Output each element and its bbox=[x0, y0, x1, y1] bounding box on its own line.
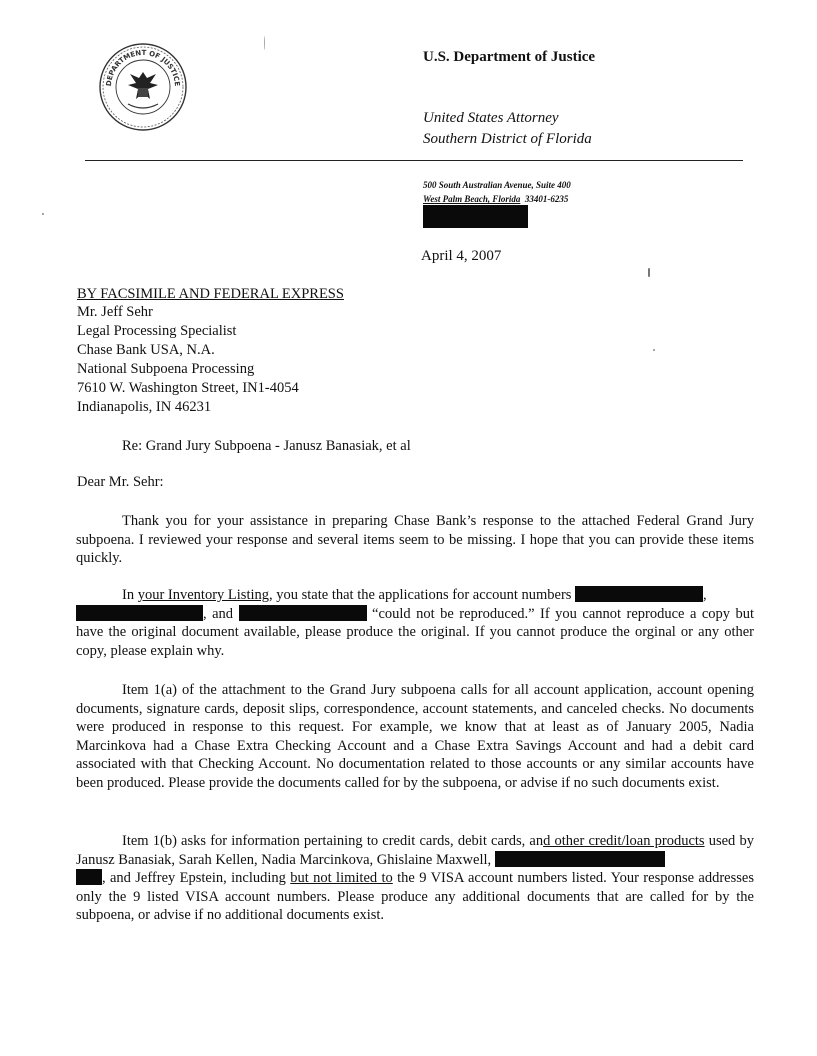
recipient-line: Mr. Jeff Sehr bbox=[77, 304, 153, 320]
redaction-block bbox=[495, 851, 665, 867]
scan-speck bbox=[653, 349, 655, 351]
letter-date: April 4, 2007 bbox=[421, 248, 502, 264]
paragraph-text: Item 1(b) asks for information pertaining to credit cards, debit cards, an bbox=[122, 833, 544, 849]
paragraph-text: , you state that the applications for account numbers bbox=[269, 587, 572, 603]
paragraph-text: d other credit/loan products bbox=[543, 833, 705, 849]
paragraph-4 bbox=[76, 832, 754, 925]
redaction-block bbox=[76, 869, 102, 885]
recipient-line: Indianapolis, IN 46231 bbox=[77, 399, 212, 415]
paragraph-text: “could not be reproduced.” If you cannot reproduce a copy but have the original document available, please produce the original. If you cannot produce the orginal or any other copy, please explain why. bbox=[76, 605, 755, 659]
office-district: Southern District of Florida bbox=[423, 131, 592, 147]
paragraph-2 bbox=[76, 586, 754, 660]
doj-seal-icon bbox=[98, 42, 188, 132]
letterhead-divider bbox=[85, 160, 743, 161]
paragraph-text: , and Jeffrey Epstein, including bbox=[102, 870, 291, 886]
re-line: Re: Grand Jury Subpoena - Janusz Banasiak, et al bbox=[122, 438, 411, 454]
recipient-line: 7610 W. Washington Street, IN1-4054 bbox=[77, 380, 299, 396]
office-address-street: 500 South Australian Avenue, Suite 400 bbox=[423, 180, 571, 190]
paragraph-1 bbox=[76, 512, 754, 568]
paragraph-text: Thank you for your assistance in preparing Chase Bank’s response to the attached Federal Grand Jury subpoena. I reviewed your response and several items seem to be missing. I hope that you can provide these items quickly. bbox=[76, 513, 754, 566]
not-limited-underlined: but not limited to bbox=[290, 870, 393, 886]
paragraph-text: In bbox=[122, 587, 138, 603]
office-title: United States Attorney bbox=[423, 110, 559, 126]
agency-name: U.S. Department of Justice bbox=[423, 49, 596, 65]
paragraph-text: Item 1(a) of the attachment to the Grand Jury subpoena calls for all account application, account opening documents, signature cards, deposit slips, correspondence, account statements, and canceled checks. No documents were produced in response to this request. For example, we know that at least as of January 2005, Nadia Marcinkova had a Chase Extra Checking Account and a Chase Extra Savings Account and had a debit card associated with that Checking Account. No documentation related to those accounts or any similar accounts have been produced. Please provide the documents called for by the subpoena, or advise if no such documents exist. bbox=[76, 682, 754, 791]
inventory-listing-underlined: your Inventory Listing bbox=[137, 587, 270, 603]
redaction-block bbox=[575, 586, 703, 602]
recipient-line: Chase Bank USA, N.A. bbox=[77, 342, 215, 358]
salutation: Dear Mr. Sehr: bbox=[77, 474, 164, 490]
paragraph-text: the 9 VISA account numbers listed. Your response addresses only the 9 listed VISA account numbers. Please produce any additional documents that are called for by the subpoena, or advise if no additional documents exist. bbox=[76, 870, 754, 923]
delivery-method: BY FACSIMILE AND FEDERAL EXPRESS bbox=[77, 286, 344, 302]
recipient-line: National Subpoena Processing bbox=[77, 361, 255, 377]
office-address-city bbox=[423, 194, 568, 204]
paragraph-text: , bbox=[703, 587, 707, 603]
seal-text: DEPARTMENT OF JUSTICE bbox=[104, 48, 182, 87]
address-city: West Palm Beach, Florida bbox=[423, 194, 521, 204]
scan-speck bbox=[264, 36, 265, 50]
address-zip: 33401-6235 bbox=[524, 194, 569, 204]
paragraph-text: , and bbox=[203, 605, 234, 622]
recipient-line: Legal Processing Specialist bbox=[77, 323, 237, 339]
scan-speck bbox=[648, 268, 650, 277]
paragraph-text: used by Janusz Banasiak, Sarah Kellen, Nadia Marcinkova, Ghislaine Maxwell, bbox=[76, 833, 754, 868]
redaction-block bbox=[423, 205, 528, 228]
scan-speck bbox=[42, 213, 44, 215]
redaction-block bbox=[239, 605, 367, 621]
paragraph-3 bbox=[76, 681, 754, 792]
redaction-block bbox=[76, 605, 203, 621]
